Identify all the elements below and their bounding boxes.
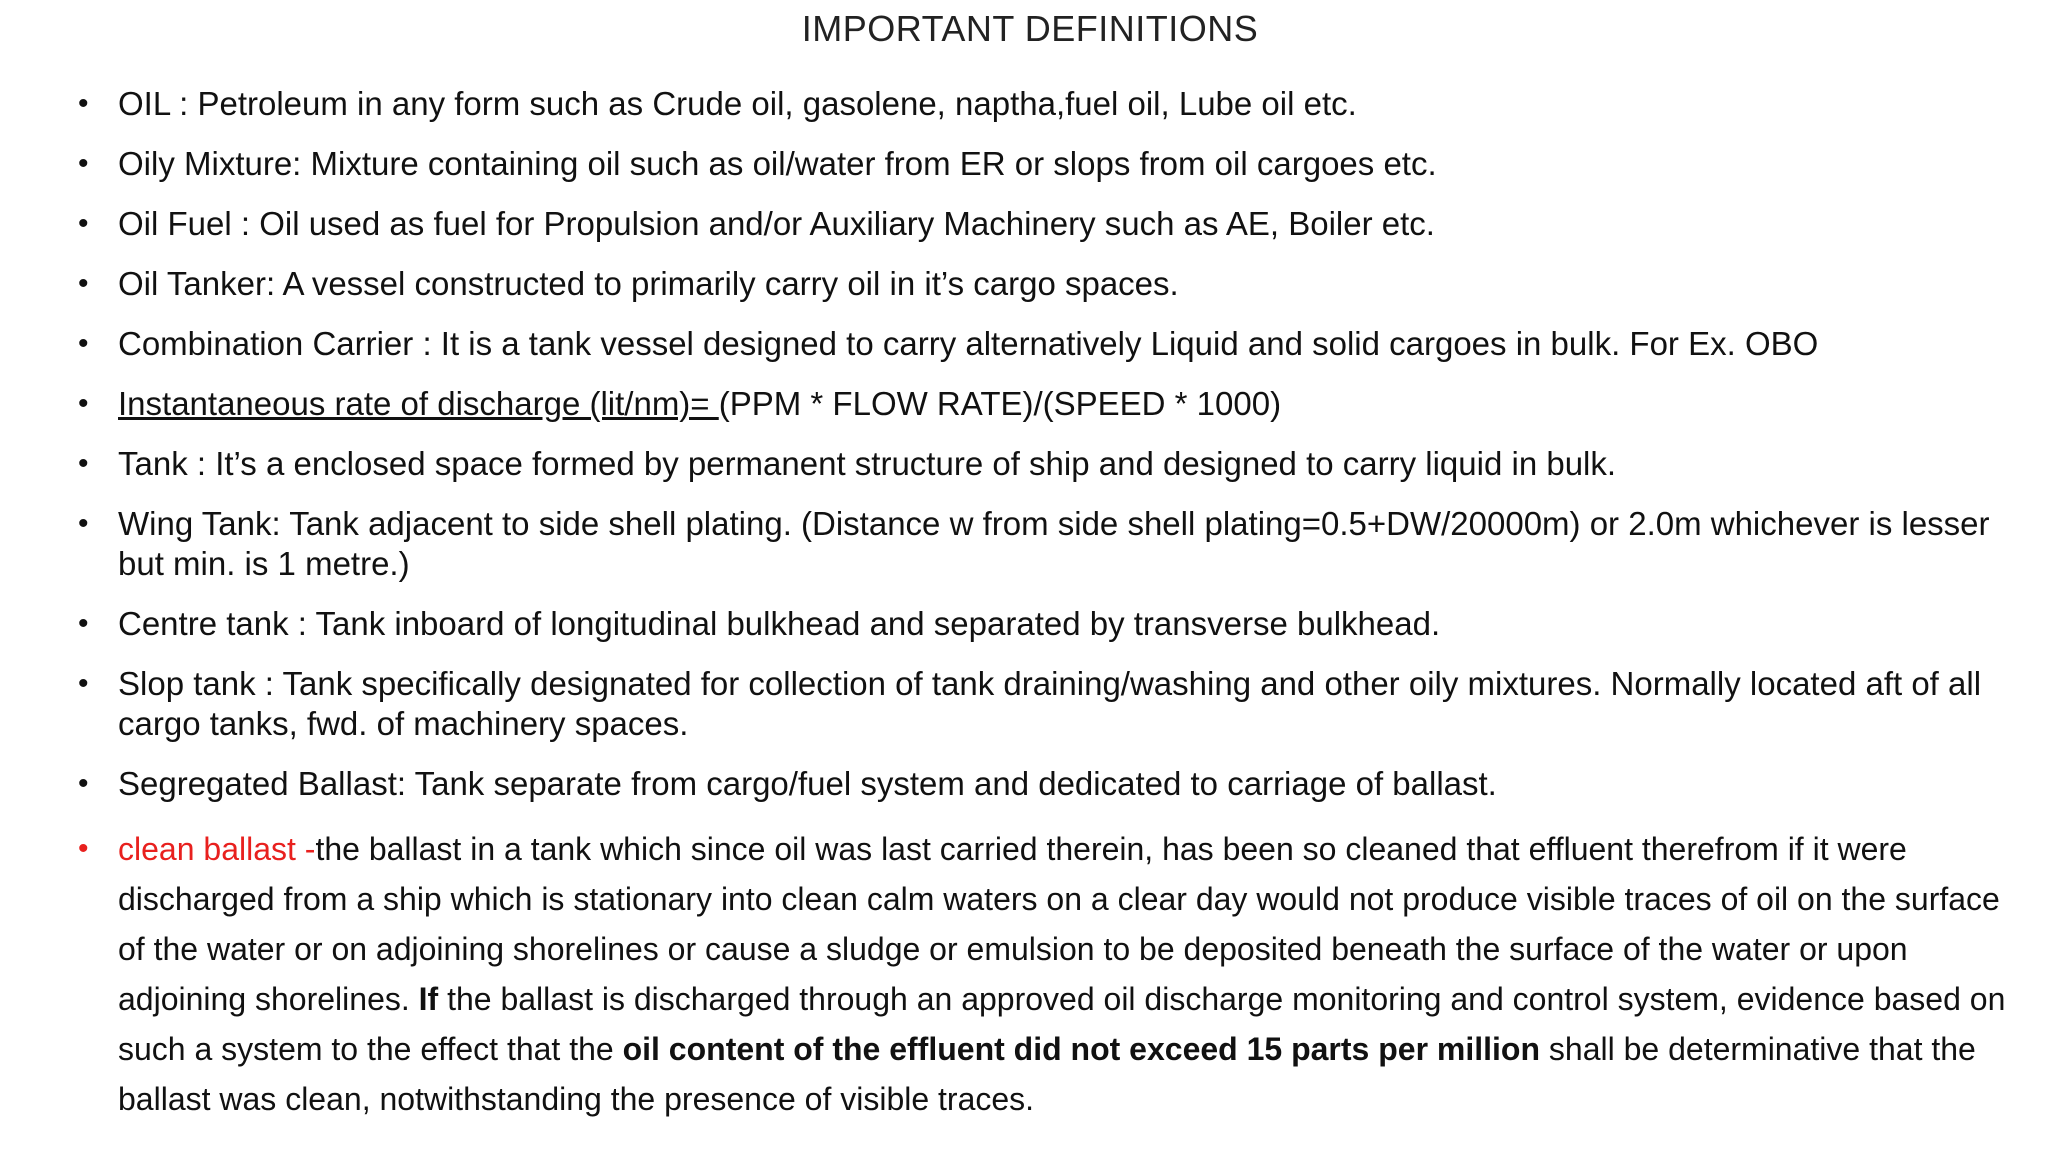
clean-ballast-text-1: the ballast in a tank which since oil was last carried therein, has been so cleaned that effluent therefrom if it were discharged from a ship which is stationary into clean calm waters on a clear day would not produce visible traces of oil on the surface of the water or on adjoining shorelines or cause a sludge or emulsion to be deposited beneath the surface of the water or upon adjoining shorelines. — [118, 831, 2000, 1017]
clean-ballast-text-2: the ballast is discharged through an approved oil discharge monitoring and control system, evidence based on such a system to the effect that the — [118, 981, 2006, 1067]
clean-ballast-bold-if: If — [418, 981, 439, 1017]
definition-text: Oil Fuel : Oil used as fuel for Propulsion and/or Auxiliary Machinery such as AE, Boiler etc. — [118, 205, 1435, 242]
definition-term-underlined: Instantaneous rate of discharge (lit/nm)= — [118, 385, 719, 422]
bullet-icon: • — [78, 87, 89, 120]
bullet-icon: • — [78, 147, 89, 180]
list-item-oil-fuel — [78, 204, 2028, 244]
definition-text: Centre tank : Tank inboard of longitudinal bulkhead and separated by transverse bulkhead. — [118, 605, 1441, 642]
bullet-icon: • — [78, 207, 89, 240]
list-item-oily-mixture — [78, 144, 2028, 184]
bullet-icon: • — [78, 507, 89, 540]
bullet-icon: • — [78, 387, 89, 420]
list-item-slop-tank — [78, 664, 2028, 744]
list-item-clean-ballast — [78, 824, 2028, 1124]
list-item-combination-carrier — [78, 324, 2028, 364]
list-item-tank — [78, 444, 2028, 484]
list-item-centre-tank — [78, 604, 2028, 644]
definition-text: (PPM * FLOW RATE)/(SPEED * 1000) — [718, 385, 1282, 422]
definition-text: Oily Mixture: Mixture containing oil such as oil/water from ER or slops from oil cargoes etc. — [118, 145, 1437, 182]
bullet-icon: • — [78, 267, 89, 300]
definition-text: Slop tank : Tank specifically designated for collection of tank draining/washing and other oily mixtures. Normally located aft of all cargo tanks, fwd. of machinery spaces. — [118, 665, 1982, 742]
bullet-icon: • — [78, 327, 89, 360]
bullet-icon: • — [78, 667, 89, 700]
page-title: IMPORTANT DEFINITIONS — [801, 8, 1259, 49]
clean-ballast-bold-limit: oil content of the effluent did not exceed 15 parts per million — [622, 1031, 1541, 1067]
definition-text: Segregated Ballast: Tank separate from cargo/fuel system and dedicated to carriage of ballast. — [118, 765, 1497, 802]
definition-text: Oil Tanker: A vessel constructed to primarily carry oil in it’s cargo spaces. — [118, 265, 1179, 302]
definition-text: Wing Tank: Tank adjacent to side shell plating. (Distance w from side shell plating=0.5+DW/20000m) or 2.0m whichever is lesser but min. is 1 metre.) — [118, 505, 1990, 582]
definition-text: Combination Carrier : It is a tank vessel designed to carry alternatively Liquid and solid cargoes in bulk. For Ex. OBO — [118, 325, 1819, 362]
bullet-icon: • — [78, 832, 89, 865]
definition-text: Tank : It’s a enclosed space formed by permanent structure of ship and designed to carry liquid in bulk. — [118, 445, 1617, 482]
list-item-discharge-rate — [78, 384, 2028, 424]
definition-text: OIL : Petroleum in any form such as Crude oil, gasolene, naptha,fuel oil, Lube oil etc. — [118, 85, 1357, 122]
definitions-list — [78, 84, 2028, 1144]
clean-ballast-text-3: shall be determinative that the ballast was clean, notwithstanding the presence of visible traces. — [118, 1031, 1976, 1117]
list-item-oil-tanker — [78, 264, 2028, 304]
bullet-icon: • — [78, 447, 89, 480]
bullet-icon: • — [78, 607, 89, 640]
list-item-oil — [78, 84, 2028, 124]
clean-ballast-term: clean ballast - — [118, 831, 316, 867]
list-item-segregated-ballast — [78, 764, 2028, 804]
list-item-wing-tank — [78, 504, 2028, 584]
bullet-icon: • — [78, 767, 89, 800]
